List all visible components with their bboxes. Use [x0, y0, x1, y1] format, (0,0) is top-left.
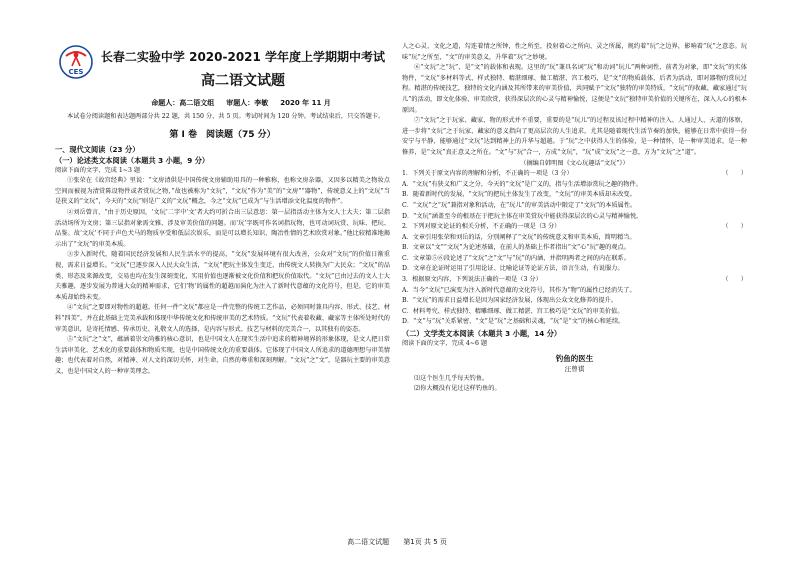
option: B．文章以“文”“文玩”为论述基础，在前人的基础上作者指出“文”心“玩”趣的观点。 — [402, 244, 630, 252]
option: C．文章第⑤⑥段论述了“文玩”之“文”与“玩”的内涵，并指明两者之间的内在联系。 — [402, 254, 630, 262]
answer-blank: （ ） — [722, 170, 747, 178]
story-author: 汪曾祺 — [564, 364, 585, 373]
story-line: ⑴这个医生几乎每天钓鱼。 — [414, 374, 489, 382]
page-number: 第1页 共 5 页 — [403, 538, 447, 546]
logo-text: CES — [68, 68, 84, 76]
option: A．文章引用张荣和刘岳的话，分别阐释了“文玩”的传统意义和审美本质，简明精当。 — [402, 233, 636, 241]
footer-subject: 高二语文试题 — [347, 538, 390, 546]
question-1 — [402, 169, 747, 180]
exam-date: 2020 年 11 月 — [280, 99, 331, 107]
question-3 — [402, 275, 747, 286]
section-heading: 一、现代文阅读（23 分） — [55, 144, 140, 154]
option: A．“文玩”有狭义和广义之分，今天的“文玩”是广义的，指与生活增添赏玩之趣的物件。 — [402, 180, 642, 188]
right-column — [402, 42, 747, 532]
passage-paragraph: ⑦“文玩”之于玩家、藏家，物的形式并不重要，重要的是“玩儿”的过程及该过程中精神的注入。人通过人、天道的体察，进一步将“文玩”之于玩家、藏家的意义指向了更高层次的人生追求，尤其是随着现代生活节奏的加快，能够在日常中获得一份安宁与平静，能够通过“文玩”达到精神上的升华与超越。于“玩”之中获得人生的体验，是一种情怀，是一种审美追求，是一种修养，是“文玩”真正意义之所在。“文”与“玩”合一，方成“文玩”，“玩”成“文玩”之一意，方为“文玩”之“道”。 — [402, 117, 747, 156]
question-1-text: 1．下列关于原文内容的理解和分析，不正确的一项是（3 分） — [402, 170, 573, 178]
subject-title: 高二语文试题 — [201, 73, 285, 89]
school-logo — [58, 44, 94, 80]
story-title: 钓鱼的医生 — [555, 353, 594, 363]
option: C．材料考究、样式独特、精雕细琢、做工精湛、宫工极巧是“文玩”的审美价值。 — [402, 307, 624, 315]
passage-paragraph: ②刘岳曾言，“由于历史原因，‘文玩’二字中‘文’者大约可折合出三层意思：第一层指活动主体为文人士大夫；第二层指活动场所为文房；第三层指对象需文雅，涉及审美价值的问题。而‘玩’字既可作名词指玩物，也可动词玩赏、玩味、把玩、品鉴。故‘文玩’不同于声色犬马的物质享受和低层次娱乐，而是可以增长知识、陶冶性情的艺术欣赏对象。”他比较精准地揭示出了“文玩”的审美本质。 — [55, 208, 390, 248]
question-2-text: 2．下列对原文论证的相关分析，不正确的一项是（3 分） — [402, 223, 561, 231]
source-citation: （摘编自韩明图《文心玩趣话“文玩”》） — [520, 159, 629, 167]
passage-paragraph: ⑥“文玩”之“玩”，是“文”的载体和表现。这里的“玩”兼具名词“玩”和动词“玩儿”两种词性，前者为对象，即“文玩”的实体物件，“文玩”多材料等式、样式独特、精湛细琢、做工精湛、宫工极巧，是“文”的物质载体，后者为活动，即对器物的赏玩过程。精湛的传统技艺，独特的文化内涵及其所带来的审美价值，共同赋予“文玩”独特的审美特质，“文玩”的收藏、藏家通过“玩儿”的活动，即文化体验、审美欣赏，获得深层次的心灵与精神愉悦，这便是“文玩”独特审美价值的关键所在，深入人心的根本原因。 — [402, 64, 747, 114]
passage-paragraph: ④“文玩”之要即对物性的超越。任何一件“文玩”都应是一件完整的传统工艺作品，必须同时兼具内容、形式、技艺、材料“四美”，并在此基础上完美承载和体现中华传统文化和传统审美的艺术特质。“文玩”代表着收藏、藏家等主体所处时代的审美意识，是寄托情感、传承历史、礼敬文人的选择，是内容与形式、技艺与材料的完美合一，以其独有的姿态。 — [55, 304, 390, 333]
passage-paragraph: ⑤“文玩”之“文”，蕴涵着崇文尚雅的核心意识，也是中国文人在现实生活中追求的精神境界的形象体现，是文人把日常生活审美化、艺术化的重要载体和物质实现，也是中国传统文化的重要载体。它体现了中国文人所追求的道德理想与审美情趣；也代表着对自然，对精神、对人文的深切关怀，对生命、自然的尊重和深刻理解。“文玩”之“文”，是器玩主要的审美意义，也是中国文人的一种审美理念。 — [55, 336, 390, 375]
option: D．“文”与“玩”关系紧密，“文”是“玩”之基础和灵魂，“玩”是“文”的核心和延续。 — [402, 318, 625, 326]
story-line: ⑵你大概没有见过这样钓鱼的。 — [414, 385, 501, 393]
reading-instruction: 阅读下面的文字，完成 4~6 题 — [402, 340, 488, 348]
proposer: 命题人：高二语文组 — [151, 99, 215, 107]
subsection-heading: （一）论述类文本阅读（本题共 3 小题，9 分） — [55, 155, 210, 165]
reviewer: 审题人：李敏 — [226, 99, 269, 107]
option: B．随着新时代的发展，“文玩”的把玩主体发生了改变，“文玩”的审美本质却未改变。 — [402, 191, 636, 199]
answer-blank: （ ） — [722, 276, 747, 284]
option: D．“文玩”涵盖至今的根基在于把玩主体在审美赏玩中能获得深层次的心灵与精神愉悦。 — [402, 212, 643, 220]
left-column — [55, 112, 390, 532]
option: A．当今“文玩”已演变为注入新时代意蕴的文化符号，其作为“物”的属性已经消失了。 — [402, 286, 636, 294]
school-title: 长春二实验中学 2020-2021 学年度上学期期中考试 — [100, 50, 386, 64]
volume-title: 第 Ⅰ 卷 阅读题（75 分） — [169, 129, 276, 140]
passage-paragraph: ③步入新时代，随着国民经济发展和人民生活水平的提高，“文玩”发展环境有很大改善，公众对“文玩”的价值日渐重视，需求日益增长。“文玩”已逐步深入人民大众生活，“文玩”把玩主体发生变迁，由传统文人转换为广大民众；“文玩”的品类、形态及来源改变，交易也均在发生深刻变化，实用价值也逐渐被文化价值和把玩价值取代。“文玩”已由过去的文人士大夫雅趣，逐步发展为普通大众的精神需求，它们‘物’的属性的超越而演化为注入了新时代意蕴的文化符号，但是，它的审美本质却始终未变。 — [55, 251, 390, 301]
reading-instruction: 阅读下面的文字，完成 1~3 题 — [55, 166, 141, 174]
option: B．“文玩”的需求日益增长是因为国家经济发展，体现出公众文化修养的提升。 — [402, 297, 618, 305]
exam-intro: 本试卷分阅读题和表达题两部分共 22 题，共 150 分，共 5 页。考试时间为 120 分钟。考试结束后，只交答题卡。 — [67, 113, 385, 120]
page-footer — [0, 537, 794, 547]
exam-meta — [92, 98, 390, 108]
option: D．文章在论证时运用了引用论证、比喻论证等论证方法，语言生动，有说服力。 — [402, 265, 624, 273]
passage-paragraph: ①张荣在《故宫经典》里说：“文房清供是中国传统文房辅助用具的一种雅称，也称文房杂器，又因多以精美之物妆点空间而被视为清赏陈设物件或者赏玩之物，”故也被称为“文玩”，“文玩”作为“美”的“文房”“器物”，传统意义上的“文玩”当是狭义的“文玩”，今天的“文玩”则是广义的“文玩”概念，今之“文玩”已成为“与生活增添文化温度的物件”。 — [55, 177, 390, 206]
passage-paragraph: 人之心灵、文化之道，勾连着情之所钟，性之所至，投射着心之所向、灵之所属，规约着“玩”之边界，影响着“玩”之意态。玩味“玩”之所至，“文”的审美意义，升华着“玩”之妙境。 — [402, 43, 747, 61]
subsection-heading: （二）文学类文本阅读（本题共 3 小题，14 分） — [402, 329, 562, 339]
question-3-text: 3．根据原文内容，下列说法正确的一项是（3 分） — [402, 276, 542, 284]
option: C．“文玩”之“玩”兼指对象和活动，在“玩儿”的审美活动中限定了“文玩”的本质属性。 — [402, 201, 637, 209]
question-2 — [402, 222, 747, 233]
answer-blank: （ ） — [722, 223, 747, 231]
